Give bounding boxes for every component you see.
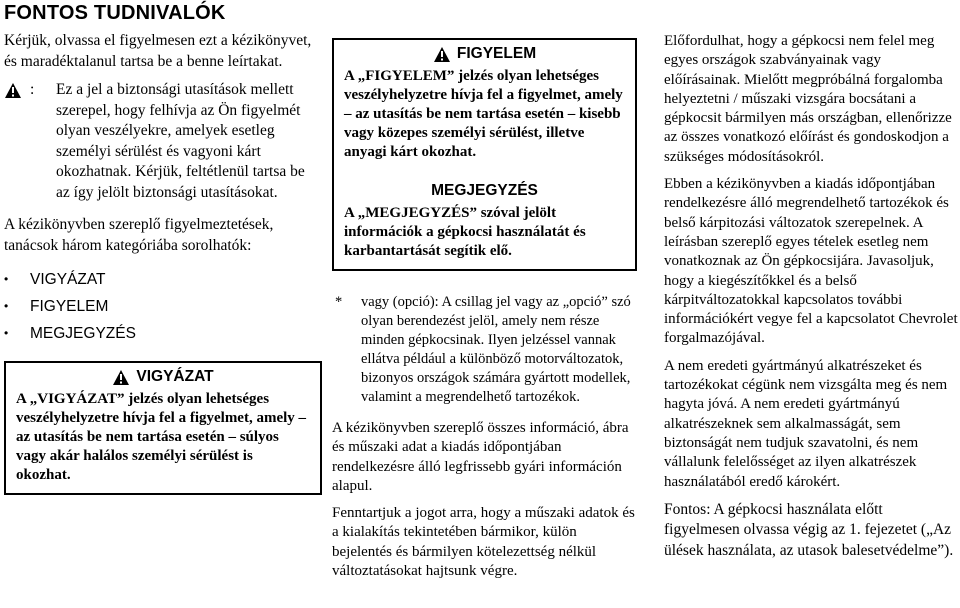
vigyazat-box-title: VIGYÁZAT bbox=[16, 366, 310, 388]
megjegyzes-box-title: MEGJEGYZÉS bbox=[431, 182, 538, 199]
warning-triangle-icon bbox=[112, 369, 130, 386]
intro-paragraph: Kérjük, olvassa el figyelmesen ezt a kézikönyvet, és maradéktalanul tartsa be a benne leírtakat. bbox=[4, 32, 312, 70]
column-1 bbox=[4, 0, 322, 495]
figyelem-box-body: A „FIGYELEM” jelzés olyan lehetséges veszélyhelyzetre hívja fel a figyelmet, amely – az utasítás be nem tartása esetén – kisebb vagy közepes személyi sérülést, illetve anyagi kárt okozhat. bbox=[344, 68, 623, 160]
column-3 bbox=[664, 32, 960, 569]
warning-symbol-note bbox=[4, 80, 322, 203]
warning-triangle-icon bbox=[433, 46, 451, 63]
important-paragraph: Fontos: A gépkocsi használata előtt figyelmesen olvassa végig az 1. fejezetet („Az ülések használata, az utasok balesetvédelme”). bbox=[664, 500, 954, 559]
category-item: • MEGJEGYZÉS bbox=[4, 325, 136, 342]
column-2 bbox=[332, 0, 637, 589]
category-item: • FIGYELEM bbox=[4, 298, 109, 315]
megjegyzes-box-body: A „MEGJEGYZÉS” szóval jelölt információk a gépkocsi használatát és karbantartását segítik elő. bbox=[344, 205, 586, 259]
info-paragraph: A kézikönyvben szereplő összes információ, ábra és műszaki adat a kiadás időpontjában rendelkezésre álló legfrissebb gyári információn alapul. bbox=[332, 420, 629, 494]
non-original-parts-paragraph: A nem eredeti gyártmányú alkatrészeket és tartozékokat cégünk nem vizsgálta meg és nem hagyta jóvá. A nem eredeti gyártmányú alkatrészeknek sem alkalmasságát, sem biztonságát nem tudjuk szavatolni, és nem vállalunk felelősséget az ilyen alkatrészek használatából eredő károkért. bbox=[664, 357, 948, 490]
warning-note-text: Ez a jel a biztonsági utasítások mellett szerepel, hogy felhívja az Ön figyelmét olyan veszélyekre, amelyek esetleg személyi sérülést és vagyoni kárt okozhatnak. Kérjük, feltétlenül tartsa be az így jelölt biztonsági utasításokat. bbox=[56, 81, 305, 201]
categories-intro: A kézikönyvben szereplő figyelmeztetések, tanácsok három kategóriába sorolhatók: bbox=[4, 216, 274, 254]
figyelem-box bbox=[332, 38, 637, 271]
categories-list bbox=[4, 266, 322, 347]
warning-note-colon: : bbox=[30, 81, 35, 98]
warning-triangle-icon bbox=[4, 80, 30, 203]
category-item: • VIGYÁZAT bbox=[4, 271, 106, 288]
page-heading: FONTOS TUDNIVALÓK bbox=[4, 2, 226, 24]
accessories-paragraph: Ebben a kézikönyvben a kiadás időpontjában rendelkezésre álló megrendelhető tartozékok és belső kárpitozási változatok szerepelnek. A leírásban szereplő egyes tételek esetleg nem vonatkoznak az Ön gépkocsijára. Javasoljuk, hogy a kiegészítőkkel és a belső kárpitváltozatokkal kapcsolatos további információkért vegye fel a kapcsolatot Chevrolet forgalmazójával. bbox=[664, 176, 958, 347]
optional-equipment-note bbox=[332, 293, 637, 407]
asterisk-symbol: * bbox=[335, 294, 343, 310]
figyelem-box-title: FIGYELEM bbox=[344, 43, 625, 65]
changes-paragraph: Fenntartjuk a jogot arra, hogy a műszaki adatok és a kialakítás tekintetében bármikor, külön bejelentés és bármilyen kötelezettség nélkül változtatásokat hajtsunk végre. bbox=[332, 505, 635, 580]
vigyazat-box-body: A „VIGYÁZAT” jelzés olyan lehetséges veszélyhelyzetre hívja fel a figyelmet, amely – az utasítás be nem tartása esetén – súlyos vagy akár halálos személyi sérülést is okozhat. bbox=[16, 391, 307, 483]
vigyazat-box bbox=[4, 361, 322, 495]
optional-equipment-text: vagy (opció): A csillag jel vagy az „opció” szó olyan berendezést jelöl, amely nem része minden gépkocsinak. Ilyen jelzéssel vannak ellátva például a különböző motorváltozatok, bizonyos országok számára gyártott modellek, valamint a megrendelhető tartozékok. bbox=[361, 294, 631, 405]
country-standards-paragraph: Előfordulhat, hogy a gépkocsi nem felel meg egyes országok szabványainak vagy előírásainak. Mielőtt megpróbálná forgalomba helyeztetni / műszaki vizsgára bocsátani a gépkocsit bármilyen más országban, ellenőrizze az összes vonatkozó előírást és gondoskodjon a szükséges módosításokról. bbox=[664, 33, 952, 165]
